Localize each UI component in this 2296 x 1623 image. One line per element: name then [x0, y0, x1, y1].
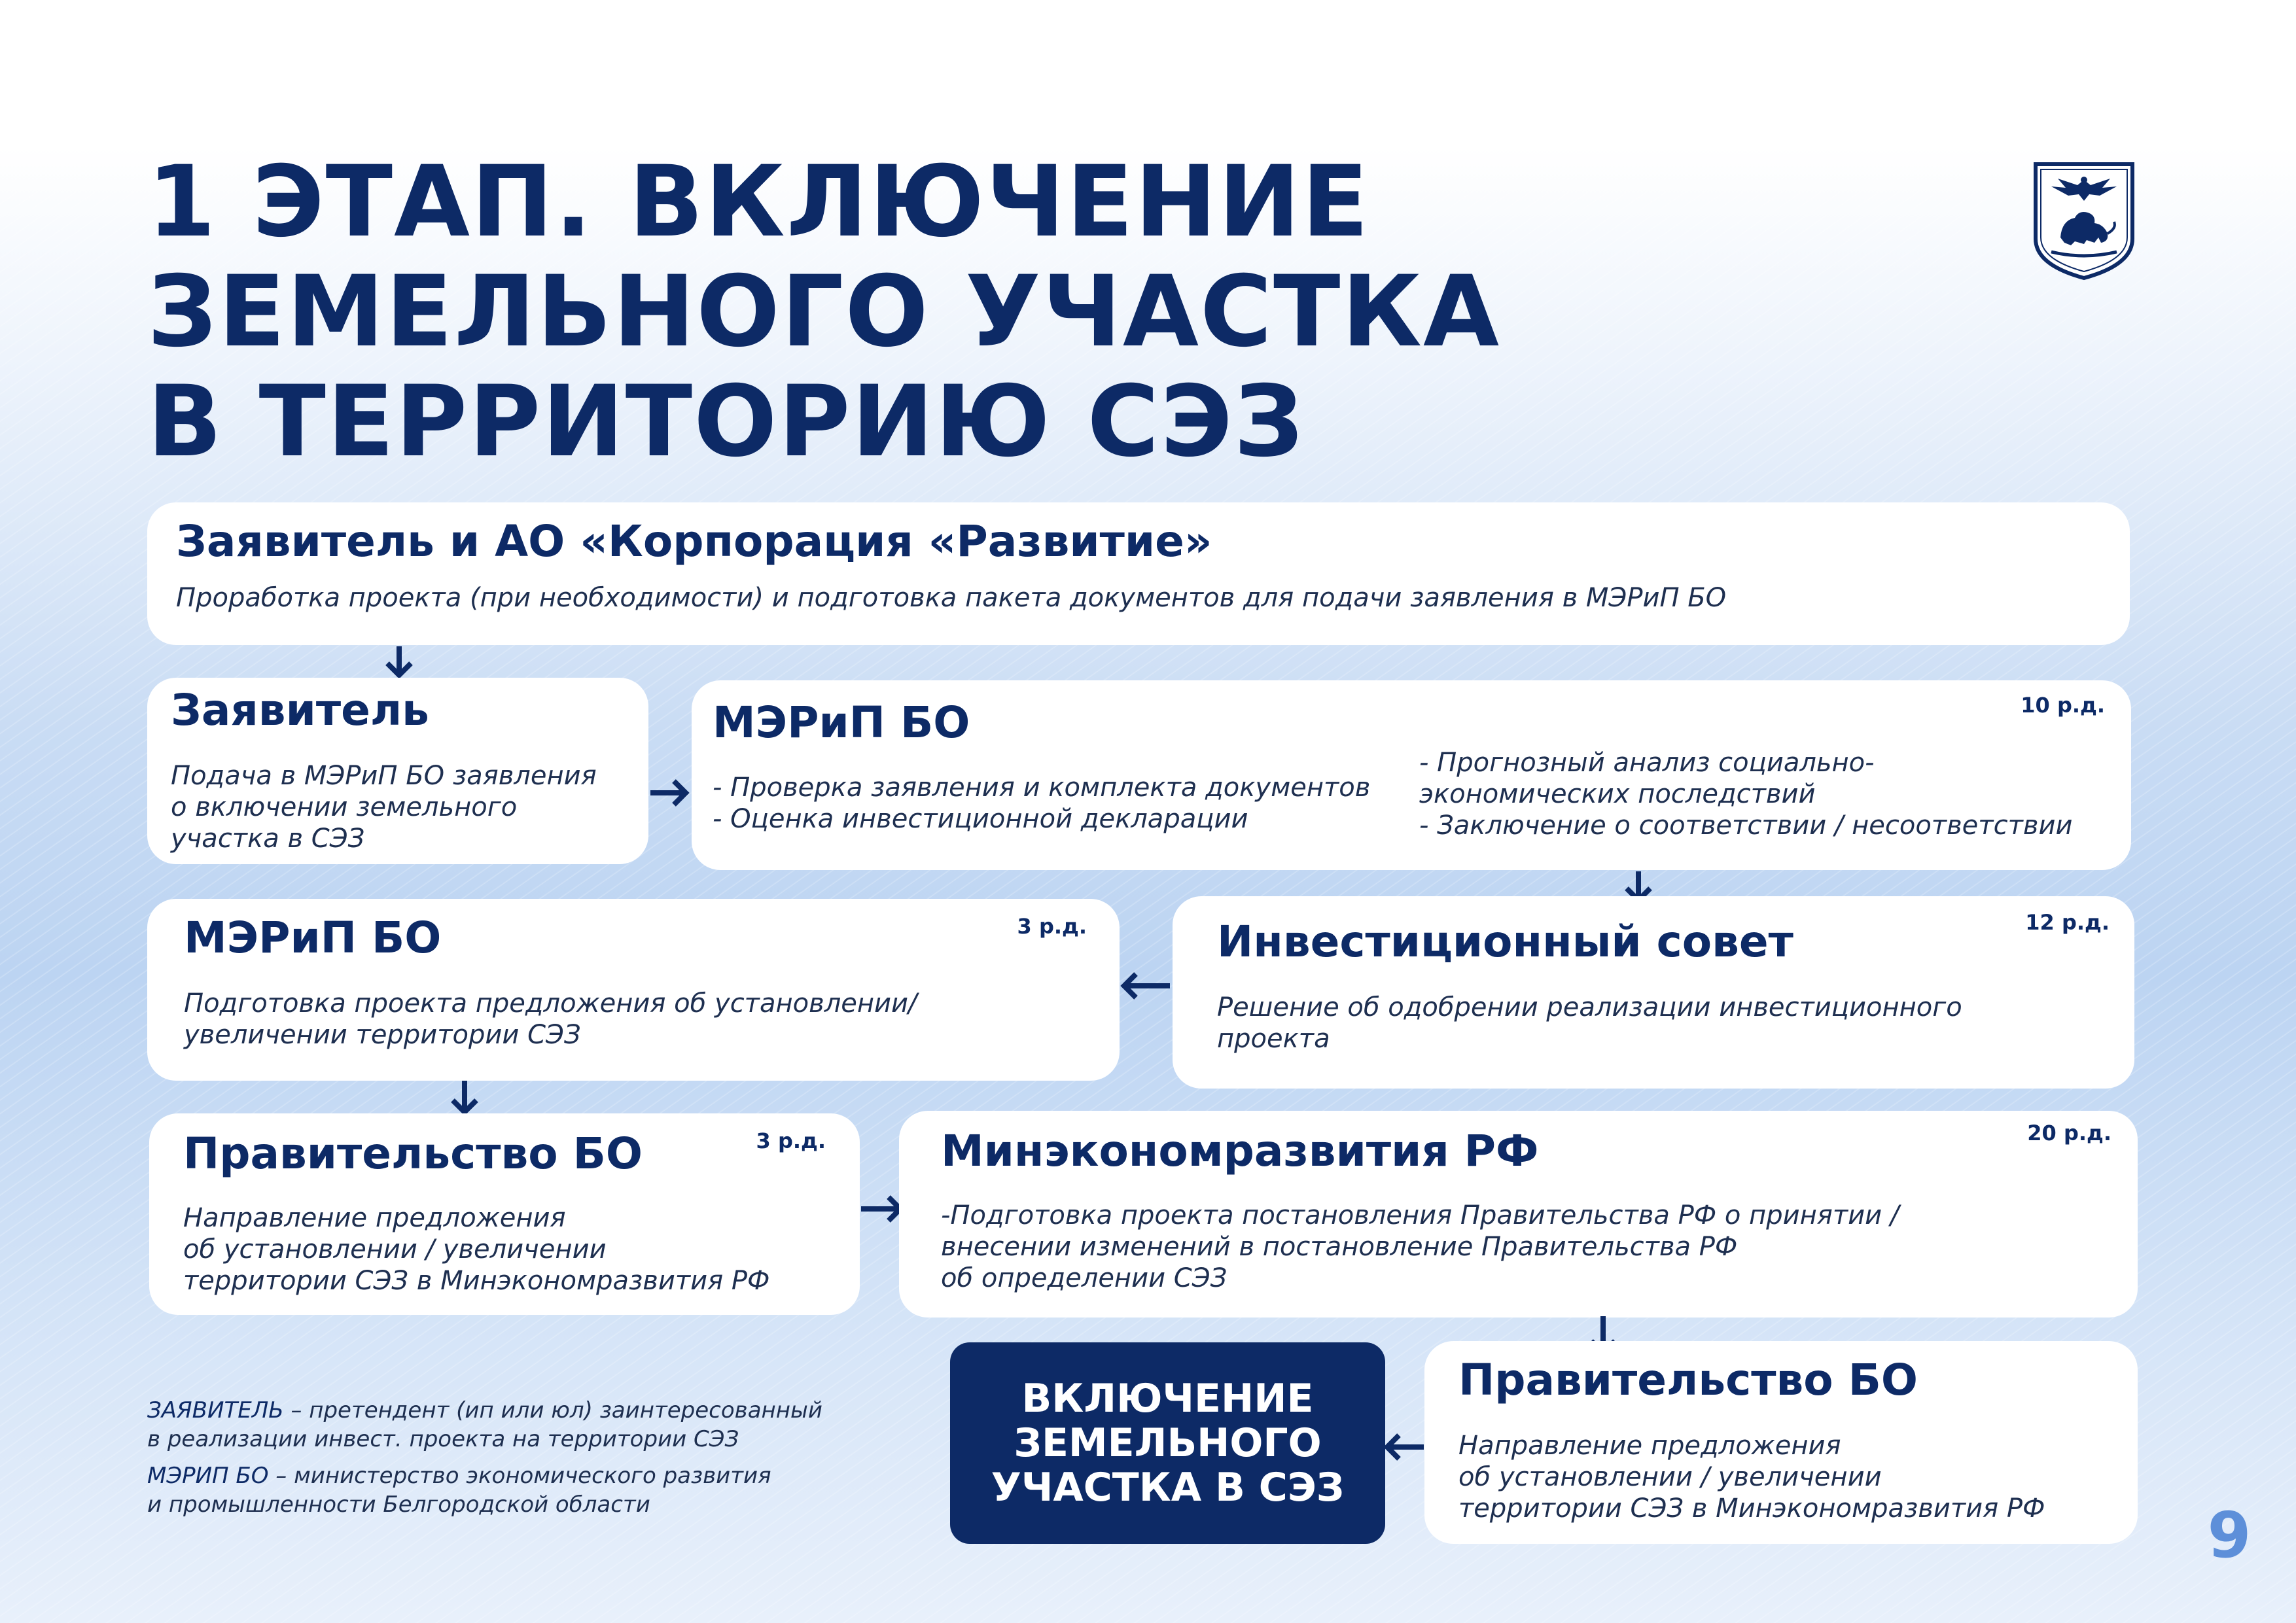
step-card-description: Направление предложения об установлении / увеличении территории СЭЗ в Минэкономразвития РФ — [183, 1203, 770, 1296]
step-card-heading: Заявитель и АО «Корпорация «Развитие» — [176, 516, 1212, 567]
arrow-right-icon — [649, 773, 691, 812]
step-card-heading: Правительство БО — [183, 1128, 643, 1179]
step-card-applicant — [147, 678, 648, 864]
step-card-description: Решение об одобрении реализации инвестиционного проекта — [1217, 992, 1962, 1054]
title-line-1: 1 ЭТАП. ВКЛЮЧЕНИЕ — [147, 145, 1370, 259]
page-number: 9 — [2207, 1499, 2252, 1572]
step-card-description: Подача в МЭРиП БО заявления о включении земельного участка в СЭЗ — [171, 761, 597, 854]
deadline-badge: 3 р.д. — [1017, 914, 1087, 939]
arrow-left-icon — [1382, 1427, 1425, 1467]
step-card-description-right: - Прогнозный анализ социально- экономических последствий - Заключение о соответствии / несоответствии — [1419, 748, 2073, 841]
step-card-regional-government — [149, 1113, 860, 1315]
step-card-description-left: - Проверка заявления и комплекта документов - Оценка инвестиционной декларации — [713, 773, 1371, 834]
legend-applicant — [147, 1396, 893, 1454]
coat-of-arms-icon — [2032, 160, 2136, 281]
deadline-badge: 10 р.д. — [2021, 693, 2105, 718]
step-card-regional-government-final — [1424, 1341, 2138, 1544]
step-card-federal-ministry — [899, 1111, 2138, 1318]
arrow-down-icon — [445, 1079, 484, 1116]
arrow-down-icon — [380, 645, 419, 679]
page-title — [147, 147, 1718, 477]
deadline-badge: 20 р.д. — [2027, 1121, 2111, 1145]
deadline-badge: 3 р.д. — [756, 1128, 826, 1153]
step-card-description: Подготовка проекта предложения об установлении/ увеличении территории СЭЗ — [184, 988, 917, 1050]
title-line-2: ЗЕМЕЛЬНОГО УЧАСТКА — [147, 255, 1501, 369]
arrow-left-icon — [1119, 966, 1171, 1005]
legend-definition: – претендент (ип или юл) заинтересованный — [283, 1397, 822, 1423]
step-card-ministry-proposal — [147, 899, 1120, 1081]
step-card-heading: Инвестиционный совет — [1217, 916, 1793, 967]
step-card-description: Направление предложения об установлении / увеличении территории СЭЗ в Минэкономразвития РФ — [1458, 1431, 2045, 1524]
deadline-badge: 12 р.д. — [2025, 910, 2110, 935]
step-card-applicant-corporation — [147, 502, 2130, 645]
legend-definition: в реализации инвест. проекта на территории СЭЗ — [147, 1426, 739, 1452]
result-block: ВКЛЮЧЕНИЕ ЗЕМЕЛЬНОГО УЧАСТКА В СЭЗ — [950, 1342, 1385, 1544]
legend-definition: и промышленности Белгородской области — [147, 1492, 650, 1518]
step-card-heading: МЭРиП БО — [184, 913, 442, 963]
step-card-description: -Подготовка проекта постановления Правительства РФ о принятии / внесении изменений в постановление Правительства РФ об определении СЭЗ — [941, 1200, 1899, 1293]
legend-term: МЭРИП БО — [147, 1463, 269, 1489]
step-card-heading: Минэкономразвития РФ — [941, 1126, 1539, 1176]
step-card-heading: МЭРиП БО — [713, 697, 970, 748]
legend-term: ЗАЯВИТЕЛЬ — [147, 1397, 284, 1423]
step-card-investment-council — [1173, 896, 2134, 1089]
step-card-heading: Заявитель — [171, 685, 429, 735]
step-card-heading: Правительство БО — [1458, 1355, 1918, 1405]
legend-definition: – министерство экономического развития — [268, 1463, 771, 1489]
legend-ministry — [147, 1461, 893, 1519]
step-card-description: Проработка проекта (при необходимости) и подготовка пакета документов для подачи заявления в МЭРиП БО — [176, 583, 1727, 613]
step-card-ministry-review — [692, 680, 2131, 870]
title-line-3: В ТЕРРИТОРИЮ СЭЗ — [147, 365, 1305, 479]
